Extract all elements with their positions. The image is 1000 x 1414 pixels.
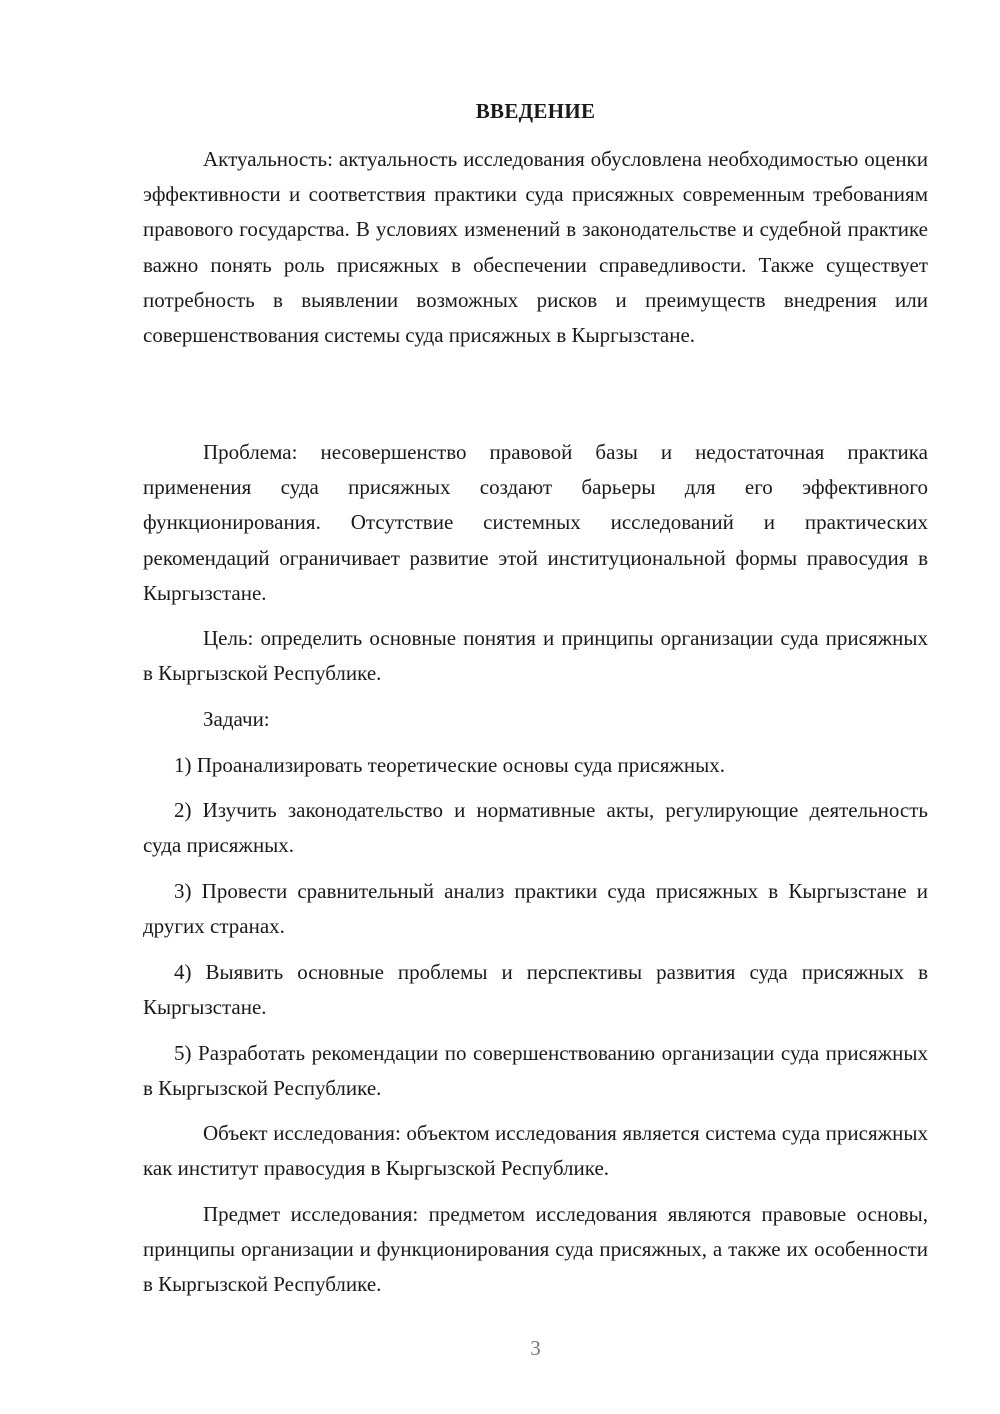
task-item: 1) Проанализировать теоретические основы суда присяжных. <box>174 753 726 777</box>
paragraph-goal: Цель: определить основные понятия и принципы организации суда присяжных в Кыргызской Республике. <box>143 626 928 686</box>
paragraph-object: Объект исследования: объектом исследования является система суда присяжных как институт правосудия в Кыргызской Республике. <box>143 1121 928 1181</box>
task-item: 2) Изучить законодательство и нормативные акты, регулирующие деятельность суда присяжных. <box>143 798 928 858</box>
section-heading: ВВЕДЕНИЕ <box>475 99 596 123</box>
task-item: 3) Провести сравнительный анализ практики суда присяжных в Кыргызстане и других странах. <box>143 879 928 939</box>
paragraph-relevance: Актуальность: актуальность исследования обусловлена необходимостью оценки эффективности и соответствия практики суда присяжных современным требованиям правового государства. В условиях изменений в законодательстве и судебной практике важно понять роль присяжных в обеспечении справедливости. Также существует потребность в выявлении возможных рисков и преимуществ внедрения или совершенствования системы суда присяжных в Кыргызстане. <box>143 147 928 348</box>
paragraph-subject: Предмет исследования: предметом исследования являются правовые основы, принципы организации и функционирования суда присяжных, а также их особенности в Кыргызской Республике. <box>143 1202 928 1297</box>
task-item: 5) Разработать рекомендации по совершенствованию организации суда присяжных в Кыргызской Республике. <box>143 1041 928 1101</box>
task-item: 4) Выявить основные проблемы и перспективы развития суда присяжных в Кыргызстане. <box>143 960 928 1020</box>
page-number: 3 <box>530 1336 541 1360</box>
tasks-label: Задачи: <box>203 707 270 731</box>
paragraph-problem: Проблема: несовершенство правовой базы и недостаточная практика применения суда присяжных создают барьеры для его эффективного функционирования. Отсутствие системных исследований и практических рекомендаций ограничивает развитие этой институциональной формы правосудия в Кыргызстане. <box>143 440 928 605</box>
